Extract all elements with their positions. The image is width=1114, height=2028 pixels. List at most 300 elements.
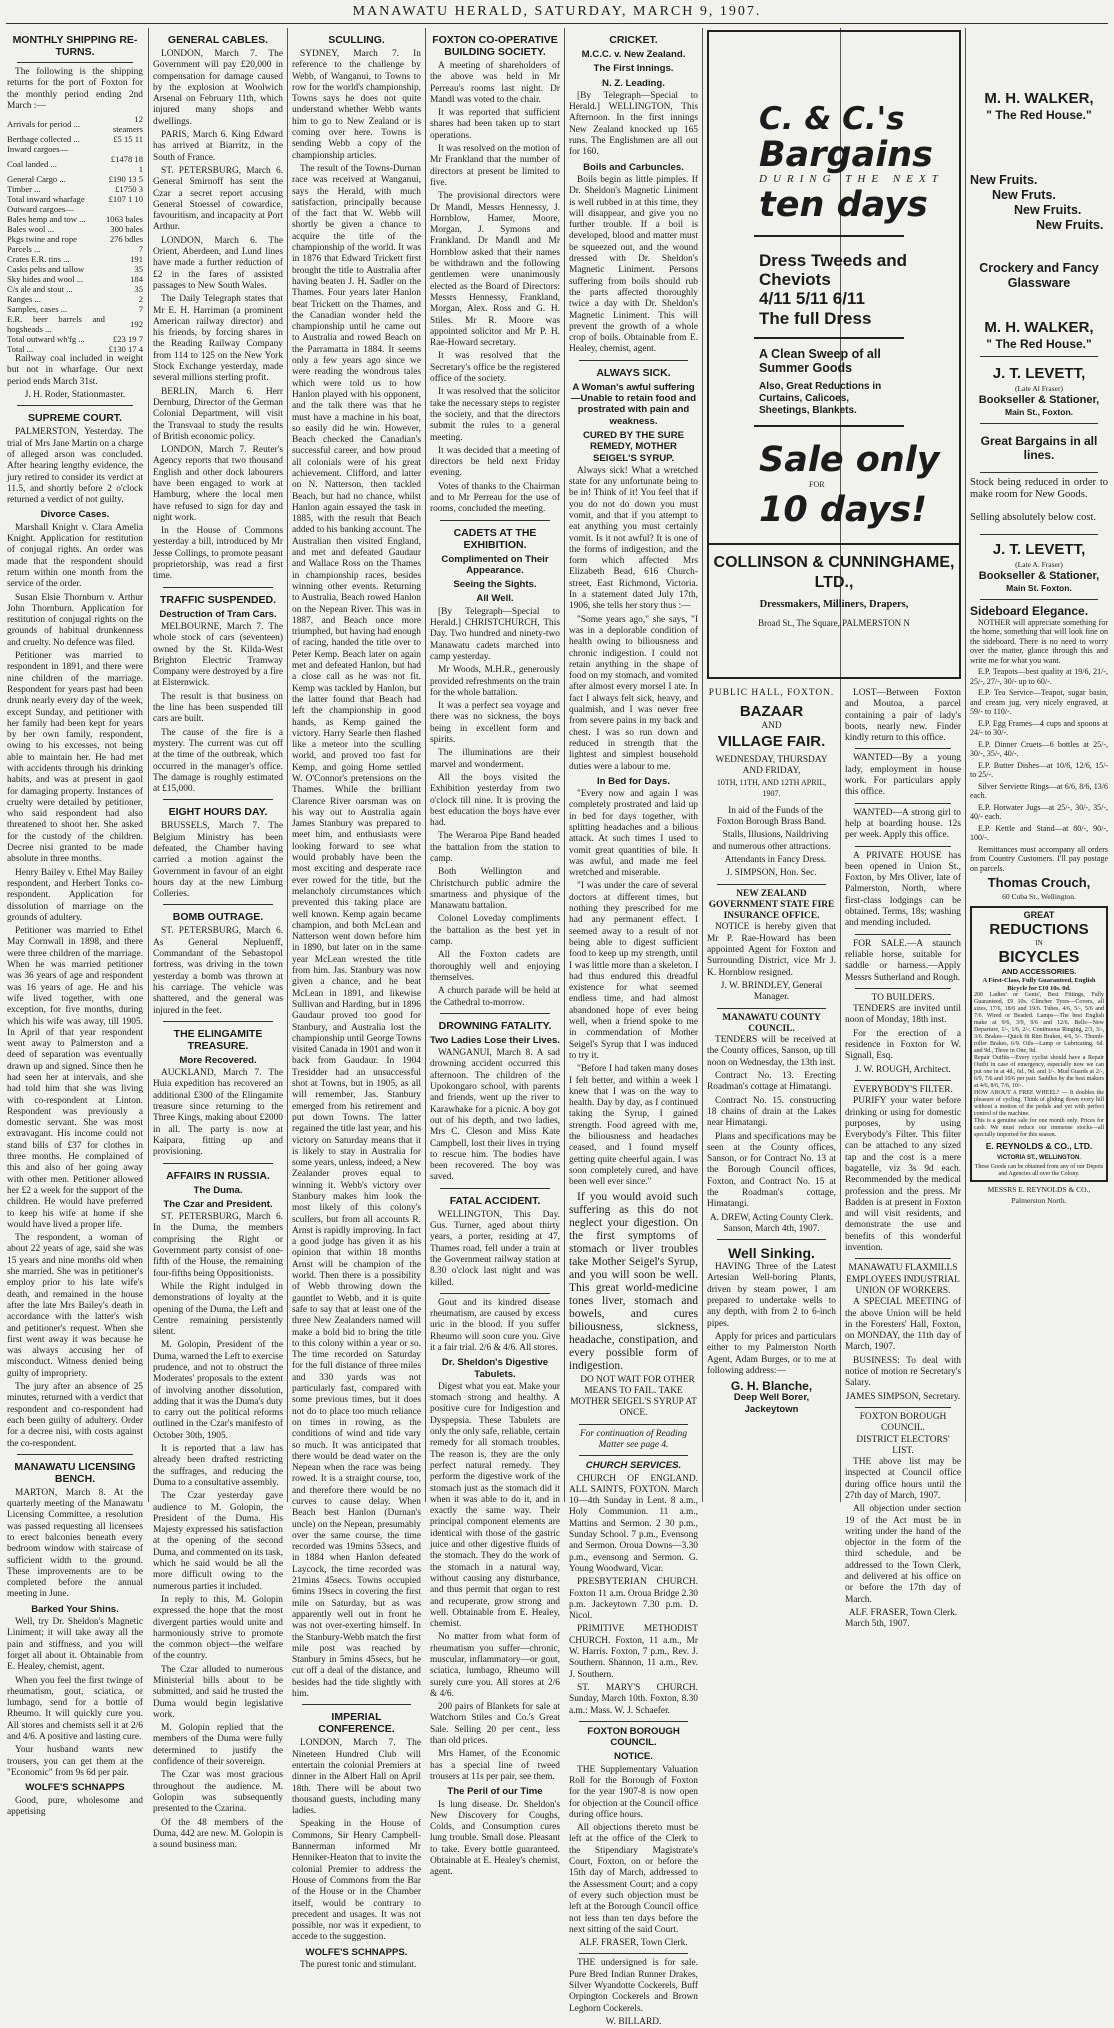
signature: A. DREW, Acting County Clerk. Sanson, March 4th, 1907. xyxy=(709,1212,834,1234)
ad-text: Dress Tweeds and Cheviots xyxy=(759,251,908,290)
article-paragraph: It was resolved on the motion of Mr Frankland that the number of directors at present be limited to five. xyxy=(430,144,560,188)
subheadline: The Czar and President. xyxy=(163,1198,273,1210)
ad-subtitle: DURING THE NEXT xyxy=(759,173,944,185)
shipping-row xyxy=(7,224,143,234)
ad-text: Dressmakers, Milliners, Drapers, xyxy=(759,598,909,610)
article-paragraph: Mr Woods, M.H.R., generously provided refreshments on the train for the whole battalion. xyxy=(430,665,560,698)
signature: J. W. BRINDLEY, General Manager. xyxy=(720,980,823,1003)
headline-state-fire: NEW ZEALAND GOVERNMENT STATE FIRE INSURANCE OFFICE. xyxy=(708,888,835,922)
article-paragraph: All objections thereto must be left at the office of the Clerk to the Stipendiary Magistrate's Court, Foxton, on or before the 15th day of March, addressed to the Assessment Court; and a copy of every such objection must be left at the Borough Council office not less than ten days before the next sitting of the said Court. xyxy=(569,1823,698,1935)
advert-box xyxy=(707,30,961,679)
shipping-value: 35 xyxy=(134,264,143,275)
headline-church: CHURCH SERVICES. xyxy=(585,1460,682,1472)
divider xyxy=(17,405,133,406)
shipping-item: Ranges ... xyxy=(7,294,41,305)
ad-title: REDUCTIONS xyxy=(989,920,1089,938)
article-paragraph: MELBOURNE, March 7. The whole stock of cars (seventeen) owned by the St. Kilda-West Brighton Electric Tramway Company were destroyed by a fire at Elsternwick. xyxy=(153,621,283,689)
classified-ad: LOST—Between Foxton and Moutoa, a parcel containing a pair of lady's boots, nearly new. Finder kindly return to this office. xyxy=(845,688,961,744)
headline-flaxmills: MANAWATU FLAXMILLS EMPLOYEES INDUSTRIAL UNION OF WORKERS. xyxy=(846,1263,960,1296)
article-paragraph: The Czar yesterday gave audience to M. Golopin, the President of the Duma. His Majesty expressed his satisfaction at the opening of the second Duma, and commented on its task, which he said would be all the more difficult owing to the numerous parties it included. xyxy=(153,1491,283,1592)
article-paragraph: A SPECIAL MEETING of the above Union will be held in the Foresters' Hall, Foxton, on MONDAY, the 11th day of March, 1907. xyxy=(845,1297,961,1353)
divider xyxy=(855,1080,951,1081)
article-paragraph: ST. PETERSBURG, March 6. General Smirnoff has sent the Czar a secret report accusing General Stoessel of cowardice, favouritism, and incapacity at Port Arthur. xyxy=(153,165,283,233)
article-paragraph: Colonel Loveday compliments the battalion as the best yet in camp. xyxy=(430,914,560,948)
headline-supreme-court: SUPREME COURT. xyxy=(28,412,122,425)
divider xyxy=(855,846,951,847)
article-paragraph: LONDON, March 7. The Government will pay £20,000 in compensation for damage caused by the explosion at Woolwich Arsenal on February 11th, which injured many shops and dwellings. xyxy=(153,49,283,127)
ad-text: A Clean Sweep of all Summer Goods xyxy=(759,347,881,376)
cc-advert xyxy=(707,28,961,683)
article-paragraph: ST. PETERSBURG, March 6. In the Duma, the members comprising the Right or Government party consist of one-fifth of the House, the remaining four-fifths being Oppositionists. xyxy=(153,1212,283,1279)
column-7 xyxy=(845,688,961,1630)
masthead-rule xyxy=(6,23,1108,24)
ad-text: These Goods can be obtained from any of our Depots and Agencies all over the Colony. xyxy=(974,1163,1104,1177)
ad-text: IN xyxy=(1035,938,1043,947)
subheadline: Boils and Carbuncles. xyxy=(583,161,684,173)
shipping-item: Outward cargoes— xyxy=(7,204,74,215)
divider xyxy=(440,1013,550,1014)
ad-text: E.P. Tea Service—Teapot, sugar basin, and cream jug, very nicely engraved, at 59/- to 110/-. xyxy=(970,688,1108,717)
article-paragraph: TENDERS are invited until noon of Monday, 18th inst. xyxy=(845,1004,961,1026)
subheadline: DISTRICT ELECTORS' LIST. xyxy=(856,1434,950,1456)
shipping-item: Total outward wh'fg ... xyxy=(7,334,85,345)
article-paragraph: Speaking in the House of Commons, Sir Henry Campbell-Bannerman informed Mr Henniker-Heaton that to invite the colonial Premier to address the House of Commons from the Bar of the House or in the Chamber itself, would be contrary to precedent and usages. It was not possible, nor was it expedient, to accede to the suggestion. xyxy=(292,1819,421,1943)
shipping-row xyxy=(7,294,143,304)
shipping-value: £190 13 5 xyxy=(108,174,143,185)
article-paragraph: A meeting of shareholders of the above was held in Mr Perreau's rooms last night. Dr Mandl was voted to the chair. xyxy=(430,61,560,105)
article-paragraph: Petitioner was married to respondent in 1891, and there were nine children of the marriage. Respondent for years past had been drunk nearly every day of the week, except Sunday, and petitioner with her family had been kept for years by her own family, respondent, owing to his excesses, not being able to maintain her. He had met with accidents through his drinking habits, and was at present in gaol for damaging property. Instances of cruelty were detailed by petitioner, who said respondent had also threatened to shoot her. She asked for the custody of the children. Decree nisi granted to be made absolute in three months. xyxy=(7,651,143,865)
ad-text: E.P. Teapots—best quality at 19/6, 21/-, 25/-, 27/-, 30/- up to 60/-. xyxy=(970,667,1108,686)
shipping-row xyxy=(7,184,143,194)
bazaar-dates: 10TH, 11TH, AND 12TH APRIL, 1907. xyxy=(716,778,827,799)
signature: JAMES SIMPSON, Secretary. xyxy=(845,1391,961,1402)
shipping-row xyxy=(7,204,143,214)
article-paragraph: For the erection of a residence in Foxton for W. Signall, Esq. xyxy=(845,1028,961,1062)
headline-fatal-accident: FATAL ACCIDENT. xyxy=(449,1194,541,1207)
shipping-row xyxy=(7,344,143,354)
article-paragraph: Votes of thanks to the Chairman and to Mr Perreau for the use of rooms, concluded the meeting. xyxy=(430,481,560,515)
article-paragraph: "I was under the care of several doctors at different times, but nothing they prescribed for me had any permanent effect. I seemed away to a result of not being able to digest sufficient food to keep up my strength, until I was little more than a skeleton. I had thus endured this dreadful existence for what seemed endless time, and had almost abandoned hope of ever being well, when a friend spoke to me in commendation of Mother Seigel's Syrup that I was induced to try it. xyxy=(569,881,698,1061)
divider xyxy=(717,1008,826,1009)
divider xyxy=(163,1021,273,1022)
divider xyxy=(709,543,959,545)
bazaar-and: AND xyxy=(761,721,782,732)
article-paragraph: The respondent, a woman of about 22 years of age, said she was 15 years and nine months old when she married. She was in petitioner's employ prior to his late wife's death, and remained in the house after the late Mrs Bailey's death in accordance with the latter's wish and petitioner's request. When she first went away it was because he was always accusing her of misconduct. Witness denied being guilty of impropriety. xyxy=(7,1233,143,1379)
article-paragraph: BRUSSELS, March 7. The Belgium Ministry has been defeated, the Chamber having carried a motion against the Government in favour of an eight hours day at the new Limburg Colleries. xyxy=(153,821,283,900)
ad-text: A First-Class, Fully Guaranteed, English Bicycle for £10 10s. 0d. xyxy=(982,977,1096,992)
article-paragraph: THE above list may be inspected at Council office during office hours until the 27th day of March, 1907. xyxy=(845,1457,961,1501)
article-paragraph: BUSINESS: To deal with notice of motion re Secretary's Salary. xyxy=(845,1355,961,1389)
subheadline: A Woman's awful suffering—Unable to retain food and prostrated with pain and weakness. xyxy=(570,381,697,427)
shipping-item: Casks pelts and tallow xyxy=(7,264,85,275)
ad-text: Bookseller & Stationer, xyxy=(978,570,1100,583)
shipping-value: 35 xyxy=(134,284,143,295)
divider xyxy=(163,1163,273,1164)
divider xyxy=(440,1188,550,1189)
column-4 xyxy=(430,28,560,1878)
shipping-row xyxy=(7,254,143,264)
shipping-item: Total inward wharfage xyxy=(7,194,85,205)
shipping-value: £130 17 4 xyxy=(108,344,143,355)
ad-title: G. H. Blanche, xyxy=(730,1379,813,1394)
shipping-item: Arrivals for period ... xyxy=(7,119,81,130)
classified-ad: WANTED—A strong girl to help at boarding house. 12s per week. Apply this office. xyxy=(845,807,961,841)
article-paragraph: The result of the Towns-Durnan race was received at Wanganui, says the Herald, with much satisfaction, principally because of the fact that W. Webb will shortly be given a chance to acquire the title of the championship of the world. It was in 1876 that Edward Trickett first brought the title to Australia after having beaten J. H. Sadler on the Thames. Four years later Hanlon beat Trickett on the Thames, and the Canadian wonder held the championship until he came out to Australia and rowed Beach on the Parramatta in 1884. It seems only a few years ago since we were reading the wondrous tales which were told us to how Hanlon played with his opponent, and the talk there was that he must have a machine in his boat, so easily did he win. However, Beach checked the Canadian's successful career, and how proud all colonials were of his great achievement. Clifford, and latter on N. Natterson, then tackled Beach, but had no chance, whilst Hanlon again essayed the task in 1885, with the result that Beach added to his banking account. The Australian then visited England, and met and defeated Gaudaur and Wallace Ross on the Thames in championship races, besides winning other events. Returning to Australia, Beach rowed Hanlon on the Nepean River. This was in 1887, and Beach once more triumphed, but having had enough of racing, handed the title over to Peter Kemp. Beach later on again met and defeated Hanlon, but had a close call as he was not fit. Kemp was tackled by Hanlon, but the latter found that Beach had left the championship in good hands, as Kemp gained the victory. Harry Searle then flashed like a meteor into the sculling world, and proved too fast for Kemp, and going Home settled W. O'Connor's pretensions on the Thames. While the brilliant Clarence River oarsman was on his way out to Australia again James Stanbury was prepared to meet him, and enthusiasts were looking forward to see what would probably have been the most exciting and desperate race ever rowed for the title, but the melancholy circumstances which prevented this taking place are well known. Kemp again became champion, and both McLean and Natterson went down before him in 1890, but later on in the same year McLean wrested the title from him. Jas. Stanbury was now given a chance, and he beat McLean in 1891, and likewise Sullivan and Harding, but in 1896 Gaudaur proved too good for Stanbury, and Australia lost the championship until George Towns visited Canada in 1901 and won it back from Gaudaur. In 1904 Tresidder had an unsuccessful shot at Towns, but in 1905, as all will remember, Jas. Stanbury emerged from his retirement and put down Towns. The latter regained the title last year, and his victory on Saturday means that it is likely to stay in Australia for some years, unless, indeed, a New Zealander proves equal to winning it. Webb's victory over Stanbury makes him look the most likely of this colony's scullers, but from all accounts R. Arnst is rapidly improving. In fact a good judge has given it as his opinion that within 18 months Arnst will be champion of the world. Then there is a possibility of Webb throwing down the gauntlet to Webb, and it is quite safe to say that at least one of the three New Zealanders named will make a bold bid to bring the title to this colony within a year or so. The time recorded on Saturday for the full distance of three miles and 330 yards was not particularly fast, compared with some previous times, but it does not do to place too much reliance on times in rowing, as the conditions of wind and tide vary so much. It was anticipated that there would be dead water on the Nepean when the race was being rowed. It is a straight course, too, and therefore there would be no curves to cause delay. When Beach best Hanlon (Durnan's uncle) on the Nepean, presumably over the same course, the time recorded was 19mins 53secs, and in 1884 when Hanlon defeated Laycock, the time recorded was 21mins 45secs. Towns occupied 6mins 19secs in covering the first mile on Saturday, but as was apparently well out in front he was not over-exerting himself. In the Stanbury-Webb match the first mile post was reached by Stanbury in 5mins 45secs, but he cut off a deal of the distance, and besides had the tide slightly with him. xyxy=(292,163,421,1700)
headline-county-council: MANAWATU COUNTY COUNCIL. xyxy=(722,1012,821,1034)
article-paragraph: Henry Bailey v. Ethel May Bailey respondent, and Herbert Tonks co-respondent. Application for dissolution of marriage on the grounds of adultery. xyxy=(7,867,143,923)
ad-title: M. H. WALKER, xyxy=(984,90,1094,107)
article-paragraph: Mrs Hamer, of the Economic has a special line of tweed trousers at 11s per pair, see them. xyxy=(430,1749,560,1782)
subheadline: In Bed for Days. xyxy=(596,775,671,787)
article-paragraph: CHURCH OF ENGLAND. ALL SAINTS, FOXTON. March 10—4th Sunday in Lent. 8 a.m., Holy Communion. 11 a.m., Mattins and Sermon. 2 30 p.m., Sunday School. 7 p.m., Evensong and Sermon. Oroua Downs—3.30 p.m., evensong and Sermon. G. Young Woodward, Vicar. xyxy=(569,1473,698,1574)
article-paragraph: A church parade will be held at the Cathedral to-morrow. xyxy=(430,986,560,1008)
article-paragraph: HAVING Three of the Latest Artesian Well-boring Plants, driven by steam power, I am prepared to undertake wells to any depth, with from 2 to 6-inch pipes. xyxy=(707,1262,836,1329)
ad-text: Remittances must accompany all orders from Country Customers. I'll pay postage on parcels. xyxy=(970,844,1108,873)
ad-title: Bargains xyxy=(759,135,933,175)
subheadline: Seeing the Sights. xyxy=(453,579,537,591)
shipping-row xyxy=(7,234,143,244)
ad-text: E.P. Kettle and Stand—at 80/-, 90/-, 100/-. xyxy=(970,823,1108,843)
ad-text: Also, Great Reductions in Curtains, Calicoes, Sheetings, Blankets. xyxy=(759,381,882,417)
ad-text: NOTHER will appreciate something for the home, something that will look fine on the sideboard. There is no need to worry over the matter, glance through this and write me for what you want. xyxy=(970,617,1108,665)
signature: ALF. FRASER, Town Clerk. xyxy=(579,1938,688,1949)
article-paragraph: DO NOT WAIT FOR OTHER MEANS TO FAIL. TAKE MOTHER SEIGEL'S SYRUP AT ONCE. xyxy=(570,1374,697,1419)
article-paragraph: All the boys visited the Exhibition yesterday from two o'clock till nine. It is proving the best education the boys have ever had. xyxy=(430,772,560,829)
divider xyxy=(163,587,273,588)
shipping-row xyxy=(7,214,143,224)
article-paragraph: PRIMITIVE METHODIST CHURCH. Foxton, 11 a.m., Mr W. Harris. Foxton, 7 p.m., Rev. J. Southern. Shannon, 11 a.m., Rev. J. Southern. xyxy=(569,1624,698,1680)
headline-always-sick: ALWAYS SICK. xyxy=(596,366,671,379)
ad-text: Great Bargains in all lines. xyxy=(980,433,1098,462)
article-paragraph: Railway coal included in weight but not in wharfage. Our next period ends March 31st. xyxy=(7,354,143,387)
shipping-value: 12 steamers xyxy=(112,114,143,135)
divider xyxy=(717,884,826,885)
classified-ad: A PRIVATE HOUSE has been opened in Union St., Foxton, by Mrs Oliver, late of Palmerston, North, where first-class lodgings can be obtained. Terms, 18s; washing and mending included. xyxy=(845,850,961,929)
shipping-item: Coal landed ... xyxy=(7,159,57,170)
ad-text: Stock being reduced in order to make room for New Goods. xyxy=(970,476,1108,501)
divider xyxy=(754,337,904,339)
column-6 xyxy=(707,688,836,1502)
article-paragraph: AUCKLAND, March 7. The Huia expedition has recovered an additional £300 of the Elingamite treasure since returning to the Three Kings, making about £2000 in all. The party is now at Kaipara, fitting up and provisioning. xyxy=(153,1068,283,1158)
article-paragraph: PRESBYTERIAN CHURCH. Foxton 11 a.m. Oroua Bridge 2.30 p.m. Jackeytown 7.30 p.m. D. Nicol. xyxy=(569,1577,698,1622)
article-paragraph: SYDNEY, March 7. In reference to the challenge by Webb, of Wanganui, to Towns to row for the world's championship, Towns says he does not quite understand whether Webb wants him to go to New Zealand or is coming over here. Towns is sending Webb a copy of the championship articles. xyxy=(292,49,421,161)
shipping-row xyxy=(7,144,143,154)
shipping-row xyxy=(7,284,143,294)
article-paragraph: The Weraroa Pipe Band headed the battalion from the station to camp. xyxy=(430,831,560,864)
subheadline: WOLFE'S SCHNAPPS. xyxy=(305,1946,408,1958)
shipping-table xyxy=(7,114,143,354)
shipping-item: Parcels ... xyxy=(7,244,41,255)
article-paragraph: ST. MARY'S CHURCH. Sunday, March 10th. Foxton, 8.30 a.m.: Mass. W. J. Schaefer. xyxy=(569,1682,698,1716)
shipping-value: 7 xyxy=(138,304,143,315)
shipping-row xyxy=(7,174,143,184)
article-paragraph: [By Telegraph—Special to Herald.] CHRISTCHURCH, This Day. Two hundred and ninety-two Manawatu cadets marched into camp yesterday. xyxy=(430,606,560,662)
shipping-row xyxy=(7,314,143,334)
ad-text: Broad St., The Square, PALMERSTON N xyxy=(758,617,910,628)
article-paragraph: The following is the shipping returns for the port of Foxton for the monthly period ending 2nd March :— xyxy=(7,67,143,111)
column-rule xyxy=(148,28,149,1502)
divider xyxy=(163,904,273,905)
ad-subtitle: (Late A. Fraser) xyxy=(1015,560,1063,570)
ad-text: Silver Serviette Rings—at 6/6, 8/6, 13/6 each. xyxy=(970,781,1108,801)
ad-text: AND ACCESSORIES. xyxy=(1001,967,1077,977)
divider xyxy=(17,62,133,63)
shipping-item: General Cargo ... xyxy=(7,174,66,185)
divider xyxy=(754,425,904,427)
article-paragraph: While the Right indulged in demonstrations of loyalty at the opening of the Duma, the Left and Centre remaining persistently silent. xyxy=(153,1281,283,1338)
article-paragraph: The result is that business on the line has been suspended till cars are built. xyxy=(153,691,283,725)
subheadline: Destruction of Tram Cars. xyxy=(159,608,277,620)
ad-text: Palmerston North. xyxy=(1011,1196,1067,1206)
divider xyxy=(980,472,1098,473)
signature: J. W. ROUGH, Architect. xyxy=(855,1064,951,1075)
shipping-value: 184 xyxy=(130,274,143,285)
article-paragraph: Petitioner was married to Ethel May Cornwall in 1898, and there were three children of the marriage. When he was married petitioner was 36 years of age and respondent was 16 years of age. He and his wife lived together, with one exception, for five months, during which his wife was away, till 1905. In April of that year respondent went away to Palmerston and a deed of separation was eventually drawn up and signed. Since then he had seen her at intervals, and she had told him that she was living with co-respondent at Linton. Respondent was previously a domestic servant. She was most extravagant. His income could not stand bills of £37 for clothes in three months. He complained of this and also of her going away with other men. Petitioner allowed her £2 a week for the support of the children. He would have preferred to keep his wife at home if she would have lived a proper life. xyxy=(7,926,143,1230)
bazaar-venue: PUBLIC HALL, FOXTON. xyxy=(708,688,835,698)
ad-title: Sale only xyxy=(759,440,940,481)
article-paragraph: In the House of Commons yesterday a bill, introduced by Mr Jesse Collings, to promote peasant proprietorship, was read a first time. xyxy=(153,526,283,582)
article-paragraph: "Some years ago," she says, "I was in a deplorable condition of health owing to biliousness and chronic indigestion. I could not retain anything in the shape of food on my stomach, and vomited after almost every morsel I ate. In fact I always felt sick, heavy, and qualmish, and I was never free from severe pains in my back and chest. I was so run down and reduced in strength that the lightest and simplest household duties were a labour to me. xyxy=(569,614,698,772)
article-paragraph: Good, pure, wholesome and appetising xyxy=(7,1795,143,1817)
ad-title: 10 days! xyxy=(759,489,928,530)
article-paragraph: M. Golopin replied that the members of the Duma were fully determined to justify the confidence of their sovereign. xyxy=(153,1723,283,1768)
divider xyxy=(855,803,951,804)
headline-building-society: FOXTON CO-OPERATIVE BUILDING SOCIETY. xyxy=(432,34,558,58)
subheadline: Barked Your Shins. xyxy=(31,1603,119,1615)
bazaar-dates: WEDNESDAY, THURSDAY AND FRIDAY, xyxy=(715,754,828,776)
headline-elingamite: THE ELINGAMITE TREASURE. xyxy=(173,1027,263,1052)
column-rule xyxy=(564,28,565,1502)
ad-text: VICTORIA ST., WELLINGTON. xyxy=(997,1154,1081,1161)
column-rule xyxy=(425,28,426,1502)
signature: J. H. Roder, Stationmaster. xyxy=(24,390,126,401)
column-rule xyxy=(287,28,288,1502)
divider xyxy=(163,799,273,800)
headline-licensing: MANAWATU LICENSING BENCH. xyxy=(14,1460,136,1485)
shipping-value: 191 xyxy=(130,254,143,265)
article-paragraph: Boils begin as little pimples. If Dr. Sheldon's Magnetic Liniment is well rubbed in at this time, they will disappear, and give you no further trouble. If a boil is developed, blood and matter must be squeezed out, and the wound dressed with Dr. Sheldon's Magnetic Liniment. Persons suffering from boils should rub the parts affected thoroughly twice a day with Dr. Sheldon's Magnetic Liniment. This will prevent the growth of a whole crop of boils. Obtainable from E. Healey, chemist, agent. xyxy=(569,174,698,355)
article-paragraph: LONDON, March 7. Reuter's Agency reports that two thousand English and other dock labourers have been engaged to work at Hamburg, where the local men have refused to sign for day and night work. xyxy=(153,445,283,523)
ad-subtitle: " The Red House." xyxy=(986,337,1092,351)
article-paragraph: Digest what you eat. Make your stomach strong and healthy. A positive cure for Indigestion and Dyspepsia. These Tabulets are only the only safe, reliable, certain remedy for all stomach troubles. The reason is, they are the only perfect natural remedy. They perform the digestive work of the stomach just as the stomach did it when it was able to do it, and in exactly the same way. Their principal component elements are identical with those of the gastric juice and other digestive fluids of the stomach. They do the work of the stomach in a natural way, without causing any disturbance, and thus permit that organ to rest and recuperate, grow strong and well. Obtainable from E. Healey, chemist. xyxy=(430,1381,560,1630)
shipping-item: Samples, cases ... xyxy=(7,304,68,315)
article-paragraph: WELLINGTON, This Day. Gus. Turner, aged about thirty years, a porter, residing at 47, Thames road, fell under a train at the Government railway station at 8.30 o'clock last night and was killed. xyxy=(430,1209,560,1288)
subheadline: More Recovered. xyxy=(179,1054,257,1066)
headline-eight-hours: EIGHT HOURS DAY. xyxy=(168,806,268,819)
headline-bomb: BOMB OUTRAGE. xyxy=(172,911,264,924)
headline-filter: EVERYBODY'S FILTER. xyxy=(853,1084,953,1095)
shipping-item: Bales hemp and tow ... xyxy=(7,214,86,225)
article-paragraph: It was resolved that the solicitor take the necessary steps to register the society, and that the directors submit the rules to a general meeting. xyxy=(430,387,560,443)
divider xyxy=(579,1953,688,1954)
shipping-value: 2 xyxy=(138,294,143,305)
article-paragraph: THE Supplementary Valuation Roll for the Borough of Foxton for the year 1907-8 is now open for objection at the Council office during office hours. xyxy=(569,1764,698,1820)
ad-text: New Fruts. xyxy=(992,188,1056,202)
shipping-value: £5 15 11 xyxy=(113,134,143,145)
continuation-note: For continuation of Reading Matter see page 4. xyxy=(579,1428,688,1450)
article-paragraph: Marshall Knight v. Clara Amelia Knight. Application for restitution of conjugal rights. An order was made that the respondent should return within one month from the service of the order. xyxy=(7,522,143,590)
shipping-row xyxy=(7,244,143,254)
masthead: MANAWATU HERALD, SATURDAY, MARCH 9, 1907. xyxy=(352,4,762,19)
subheadline: Complimented on Their Appearance. xyxy=(441,553,549,576)
article-paragraph: If you would avoid such suffering as this do not neglect your digestion. On the first symptoms of stomach or liver troubles take Mother Seigel's Syrup, and you will soon be well. This great world-medicine tones liver, stomach and bowels, and cures biliousness, sickness, headache, constipation, and every possible form of indigestion. xyxy=(569,1190,698,1372)
ad-title: Thomas Crouch, xyxy=(987,875,1091,891)
article-paragraph: In reply to this, M. Golopin expressed the hope that the most divergent parties would unite and harmoniously strive to promote the common object—the welfare of the country. xyxy=(153,1594,283,1662)
ad-title: E. REYNOLDS & CO., LTD. xyxy=(985,1141,1093,1152)
ad-title: Sideboard Elegance. xyxy=(970,603,1089,618)
ad-text: Deep Well Borer, Jackeytown xyxy=(733,1392,810,1415)
subheadline: N. Z. Leading. xyxy=(602,77,665,89)
shipping-value: £1750 3 xyxy=(115,184,143,195)
article-paragraph: Susan Elsie Thornburn v. Arthur John Thornburn. Application for restitution of conjugal rights on the grounds of habitual drunkenness and cruelty. No defence was filed. xyxy=(7,592,143,648)
ad-subtitle: (Late Al Fraser) xyxy=(1015,384,1063,393)
article-paragraph: Gout and its kindred disease rheumatism, are caused by excess uric in the blood. If you suffer Rheumo will soon cure you. Give it a fair trial. 2/6 & 4/6. All stores. xyxy=(430,1297,560,1353)
ad-title: COLLINSON & CUNNINGHAME, LTD., xyxy=(713,553,955,591)
headline-russia: AFFAIRS IN RUSSIA. xyxy=(166,1169,270,1182)
article-paragraph: In aid of the Funds of the Foxton Borough Brass Band. xyxy=(716,805,827,828)
divider xyxy=(302,1704,411,1705)
headline-cricket: CRICKET. xyxy=(609,34,658,46)
article-paragraph: No matter from what form of rheumatism you suffer—chronic, muscular, inflammatory—or gout, sciatica, lumbago, Rheumo will surely cure you. All stores at 2/6 & 4/6. xyxy=(430,1632,560,1699)
shipping-row xyxy=(7,264,143,274)
shipping-row xyxy=(7,154,143,174)
shipping-item: E.R. beer barrels and hogsheads ... xyxy=(7,314,105,335)
headline-borough-council: FOXTON BOROUGH COUNCIL. xyxy=(859,1411,947,1434)
article-paragraph: The illuminations are their marvel and wonderment. xyxy=(430,748,560,770)
headline-builders: TO BUILDERS. xyxy=(871,992,935,1003)
column-8 xyxy=(970,28,1108,1502)
article-paragraph: TENDERS will be received at the County offices, Sanson, up till noon on Wednesday, the 13th inst. xyxy=(707,1035,836,1068)
article-paragraph: The provisional directors were Dr Mandl, Messrs Hennessy, J. Hornblow, Hamer, Moore, Morgan, J. Symons and Frankland. Dr Mandl and Mr Hornblow asked that their names be withdrawn and the following gentlemen were unanimously elected as the Board of Directors: Messrs Hennessy, Frankland, Morgan, Alex. Ross and G. H. Stiles. Mr R. Moore was appointed solicitor and Mr P. H. Rae-Howard secretary. xyxy=(430,191,560,349)
article-paragraph: It was decided that a meeting of directors be held next Friday evening. xyxy=(430,445,560,479)
subheadline: M.C.C. v. New Zealand. xyxy=(581,49,686,60)
ad-text: The full Dress xyxy=(759,309,872,329)
shipping-row xyxy=(7,194,143,204)
ad-text: E.P. Dinner Cruets—6 bottles at 25/-, 30/-, 35/-, 40/-. xyxy=(970,739,1108,759)
article-paragraph: It was reported that sufficient shares had been taken up to start operations. xyxy=(430,108,560,141)
divider xyxy=(754,235,904,237)
ad-title: BICYCLES xyxy=(998,949,1080,967)
column-2 xyxy=(153,28,283,1851)
ad-text: New Fruits. xyxy=(1036,218,1104,232)
column-1 xyxy=(7,28,143,1817)
shipping-item: Bales wool ... xyxy=(7,224,55,235)
shipping-value: 192 xyxy=(130,319,143,330)
ad-text: Selling absolutely below cost. xyxy=(970,511,1096,523)
article-paragraph: LONDON, March 7. The Nineteen Hundred Club will entertain the colonial Premiers at dinner in the Albert Hall on April 18th. There will be about two thousand guests, including many ladies. xyxy=(292,1738,421,1817)
article-paragraph: Is lung disease. Dr. Sheldon's New Discovery for Coughs, Colds, and Consumption cures lung trouble. Small dose. Pleasant to take. Every bottle guaranteed. Obtainable at E. Healey's chemist, agent. xyxy=(430,1799,560,1878)
divider xyxy=(855,1407,951,1408)
divider xyxy=(440,1293,550,1294)
divider xyxy=(855,748,951,749)
shipping-item: Pkgs twine and rope xyxy=(7,234,77,245)
shipping-value: £23 19 7 xyxy=(112,334,143,345)
ad-title: M. H. WALKER, xyxy=(984,319,1094,336)
article-paragraph: The Czar alluded to numerous Ministerial bills about to be submitted, and said he trusted the Duma would begin legislative work. xyxy=(153,1664,283,1720)
divider xyxy=(855,1258,951,1259)
subheadline: The First Innings. xyxy=(593,63,674,75)
article-paragraph: Attendants in Fancy Dress. xyxy=(724,854,827,865)
shipping-item: Sky hides and wool ... xyxy=(7,274,84,285)
bazaar-title: VILLAGE FAIR. xyxy=(717,732,826,750)
shipping-row xyxy=(7,134,143,144)
article-paragraph: [By Telegraph—Special to Herald.] WELLINGTON, This Afternoon. In the first innings New Zealand knocked up 165 runs. The Englishmen are all out for 160. xyxy=(569,90,698,158)
headline-general-cables: GENERAL CABLES. xyxy=(167,34,269,46)
article-paragraph: The jury after an absence of 25 minutes, returned with a verdict that respondent and co-respondent had each been guilty of adultery. Order for a decree nisi, with costs against the co-respondent. xyxy=(7,1382,143,1449)
shipping-item: Berthage collected ... xyxy=(7,134,80,145)
subheadline: Two Ladies Lose their Lives. xyxy=(430,1034,560,1046)
article-paragraph: LONDON, March 6. The Orient, Aberdeen, and Lund lines have made a further reduction of £2 in the fares of assisted passages to New South Wales. xyxy=(153,235,283,291)
ad-title: J. T. LEVETT, xyxy=(992,365,1086,382)
ad-text: E.P. Hotwater Jugs—at 25/-, 30/-, 35/-, 40/- each. xyxy=(970,802,1108,822)
article-paragraph: Contract No. 13. Erecting Roadman's cottage at Himatangi. xyxy=(707,1071,836,1093)
shipping-value: 7 xyxy=(138,244,143,255)
ad-title: ten days xyxy=(759,185,928,226)
ad-subtitle: FOR xyxy=(809,480,825,490)
ad-text: 200 Ladies' or Gents', Best Fittings, Fully Guaranteed, £9 10s. Clincher Tyres—Covers, all sizes, 17/6, 18/6 and 19/6. Tubes, 4/6, 5/-, 5/6 and 7/6. Wired or Beaded. Lamps—The best English make at 9/6, 3/9, 9/6 and 12/6. Bells—New Departure, 1/-, 1/6, 2/-; Continuous Ringing, 2/3, 3/-, 3/6. Brakes—Quick fit Rim Brakes, 4/6, 5/-. Thumb-roller Brakes, 6/9. Oils—Lamp or Lubricating, 6d. and 9d., Three in One, 9d. xyxy=(974,992,1104,1055)
divider xyxy=(980,534,1098,535)
bazaar-title: BAZAAR xyxy=(739,703,804,721)
divider xyxy=(579,1455,688,1456)
signature: J. SIMPSON, Hon. Sec. xyxy=(726,868,817,879)
article-paragraph: PARIS, March 6. King Edward has arrived at Biarritz, in the South of France. xyxy=(153,130,283,163)
shipping-item: C/s ale and stout ... xyxy=(7,284,73,295)
shipping-value: £107 1 10 xyxy=(108,194,143,205)
shipping-item: Crates E.R. tins ... xyxy=(7,254,70,265)
ad-text: HOW ABOUT A FREE WHEEL? — It doubles the pleasure of cycling. Think of gliding down every hill without a motion of the pedals and yet with perfect control of the machine. xyxy=(974,1090,1104,1118)
shipping-value xyxy=(105,204,143,214)
article-paragraph: When you feel the first twinge of rheumatism, gout, sciatica, or lumbago, send for a bottle of Rheumo. It will quickly cure you. All stores and chemists sell it at 2/6 and 4/6. A positive and lasting cure. xyxy=(7,1675,143,1743)
headline-cadets: CADETS AT THE EXHIBITION. xyxy=(453,526,537,551)
article-paragraph: The cause of the fire is a mystery. The current was cut off at the time of the outbreak, which occurred in the manager's office. The damage is roughly estimated at £15,000. xyxy=(153,727,283,795)
classified-ad: FOR SALE.—A staunch reliable horse, suitable for saddle or harness.—Apply Messrs Sutherland and Rough. xyxy=(845,938,961,983)
signature: ALF. FRASER, Town Clerk. xyxy=(848,1607,958,1618)
article-paragraph: MARTON, March 8. At the quarterly meeting of the Manawatu Licensing Committee, a resolution was passed requesting all licensees to erect balconies beneath every bedroom window with staircase of sufficient width to the ground. These improvements are to be completed before the annual meeting in June. xyxy=(7,1487,143,1600)
divider xyxy=(579,360,688,361)
ad-text: This is a genuine sale for one month only. Prices for cash. We must reduce our immense stocks—all specially imported for this season. xyxy=(974,1118,1104,1139)
shipping-row xyxy=(7,304,143,314)
shipping-row xyxy=(7,274,143,284)
divider xyxy=(579,1721,688,1722)
subheadline: The Peril of our Time xyxy=(447,1786,543,1798)
shipping-item: Inward cargoes— xyxy=(7,144,69,155)
shipping-value: 1063 bales xyxy=(106,214,143,225)
headline-borough: FOXTON BOROUGH COUNCIL. xyxy=(587,1725,680,1749)
divider xyxy=(980,599,1098,600)
article-paragraph: NOTICE is hereby given that Mr P. Rae-Howard has been appointed Agent for Foxton and Surrounding District, vice Mr J. K. Hornblow resigned. xyxy=(707,922,836,978)
signature: W. BILLARD. xyxy=(605,2016,662,2027)
article-paragraph: Contract No. 15. constructing 18 chains of drain at the Lakes near Himatangi. xyxy=(707,1095,836,1129)
divider xyxy=(440,520,550,521)
headline-traffic: TRAFFIC SUSPENDED. xyxy=(159,593,277,606)
ad-text: Main St., Foxton. xyxy=(1005,407,1073,418)
ad-text: New Fruits. xyxy=(1014,203,1082,217)
divider xyxy=(17,1454,133,1455)
column-5 xyxy=(569,28,698,2027)
article-paragraph: It was a perfect sea voyage and there was no sickness, the boys being in excellent form and spirits. xyxy=(430,701,560,746)
subheadline: Dr. Sheldon's Digestive Tabulets. xyxy=(441,1357,549,1380)
article-paragraph: All objection under section 19 of the Act must be in writing under the hand of the objector in the form of the third schedule, and be addressed to the Town Clerk, and delivered at his office on or before the 17th day of March. xyxy=(845,1504,961,1605)
ad-text: Crockery and Fancy Glassware xyxy=(979,261,1099,290)
article-paragraph: PALMERSTON, Yesterday. The trial of Mrs Jane Martin on a charge of alleged arson was concluded. After hearing lengthy evidence, the jury retired to consider its verdict at 11.5, and shortly before 2 o'clock returned a verdict of not guilty. xyxy=(7,427,143,506)
article-paragraph: Well, try Dr. Sheldon's Magnetic Liniment; it will take away all the pain and stiffness, and you will forget all about it. Obtainable from E. Healey, chemist, agent. xyxy=(7,1617,143,1673)
headline-drowning: DROWNING FATALITY. xyxy=(438,1019,552,1032)
article-paragraph: 200 pairs of Blankets for sale at Watchorn Stiles and Co.'s Great Sale. Selling 20 per cent., less than old prices. xyxy=(430,1702,560,1747)
divider xyxy=(980,356,1098,357)
article-paragraph: The purest tonic and stimulant. xyxy=(300,1959,417,1970)
divider xyxy=(855,934,951,935)
article-paragraph: Your husband wants new trousers, you can get them at the "Economic" from 9s 6d per pair. xyxy=(7,1745,143,1778)
